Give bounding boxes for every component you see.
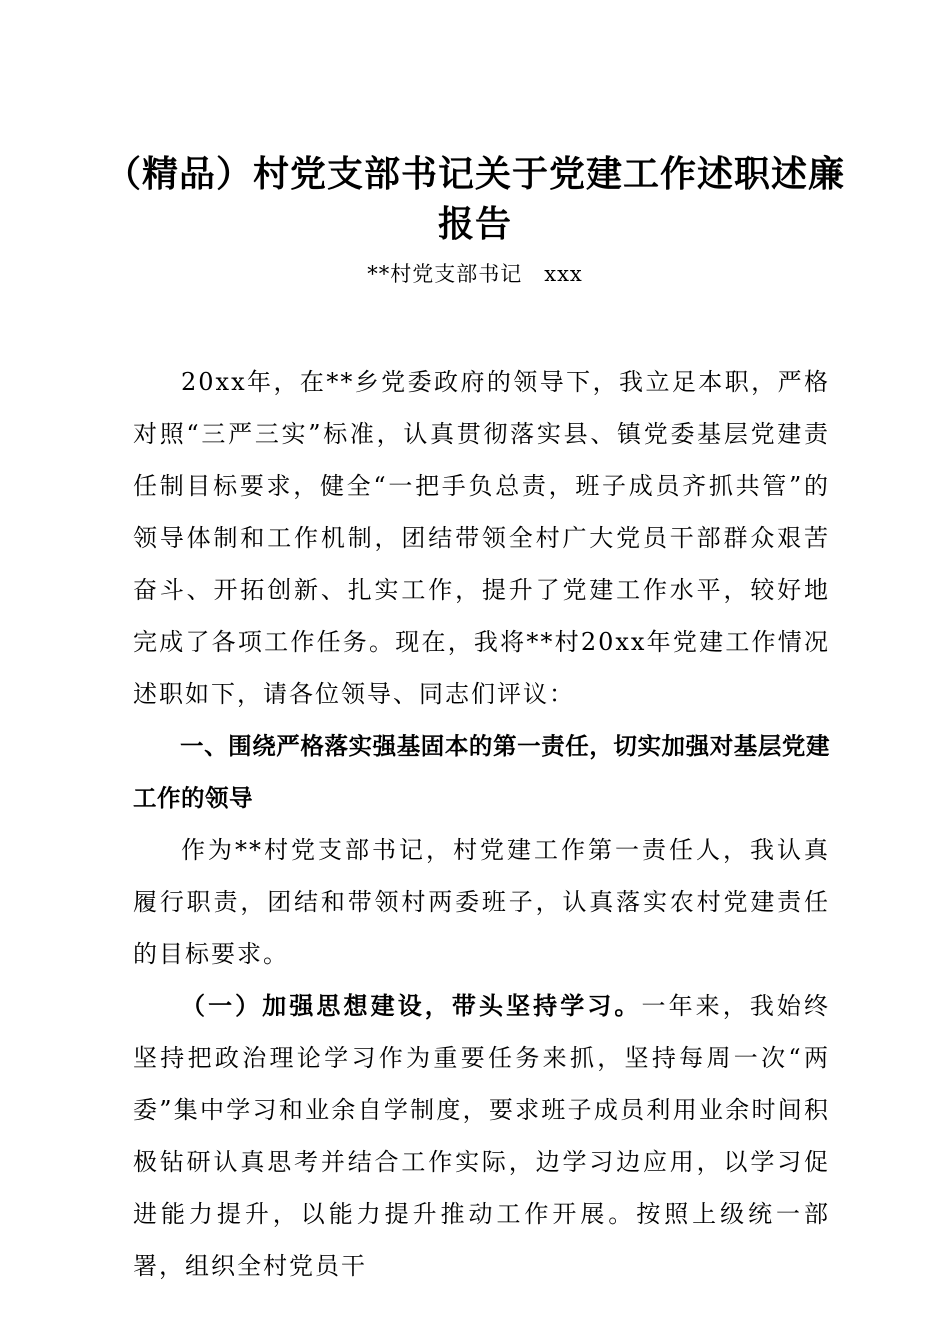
document-byline: **村党支部书记 xxx [367, 262, 583, 286]
document-title: （精品）村党支部书记关于党建工作述职述廉报告 [104, 154, 845, 245]
subsection-paragraph-1 [133, 980, 830, 1292]
document-body [133, 356, 830, 1292]
section-heading-1: 一、围绕严格落实强基固本的第一责任，切实加强对基层党建工作的领导 [133, 732, 830, 812]
section-1-paragraph: 作为**村党支部书记，村党建工作第一责任人，我认真履行职责，团结和带领村两委班子，认真落实农村党建责任的目标要求。 [133, 836, 830, 968]
subsection-lead: （一）加强思想建设，带头坚持学习。 [181, 991, 642, 1020]
intro-paragraph: 20xx年，在**乡党委政府的领导下，我立足本职，严格对照“三严三实”标准，认真贯彻落实县、镇党委基层党建责任制目标要求，健全“一把手负总责，班子成员齐抓共管”的领导体制和工作机制，团结带领全村广大党员干部群众艰苦奋斗、开拓创新、扎实工作，提升了党建工作水平，较好地完成了各项工作任务。现在，我将**村20xx年党建工作情况述职如下，请各位领导、同志们评议： [133, 368, 830, 708]
subsection-text: 一年来，我始终坚持把政治理论学习作为重要任务来抓，坚持每周一次“两委”集中学习和业余自学制度，要求班子成员利用业余时间积极钻研认真思考并结合工作实际，边学习边应用，以学习促进能力提升，以能力提升推动工作开展。按照上级统一部署，组织全村党员干 [133, 992, 831, 1280]
